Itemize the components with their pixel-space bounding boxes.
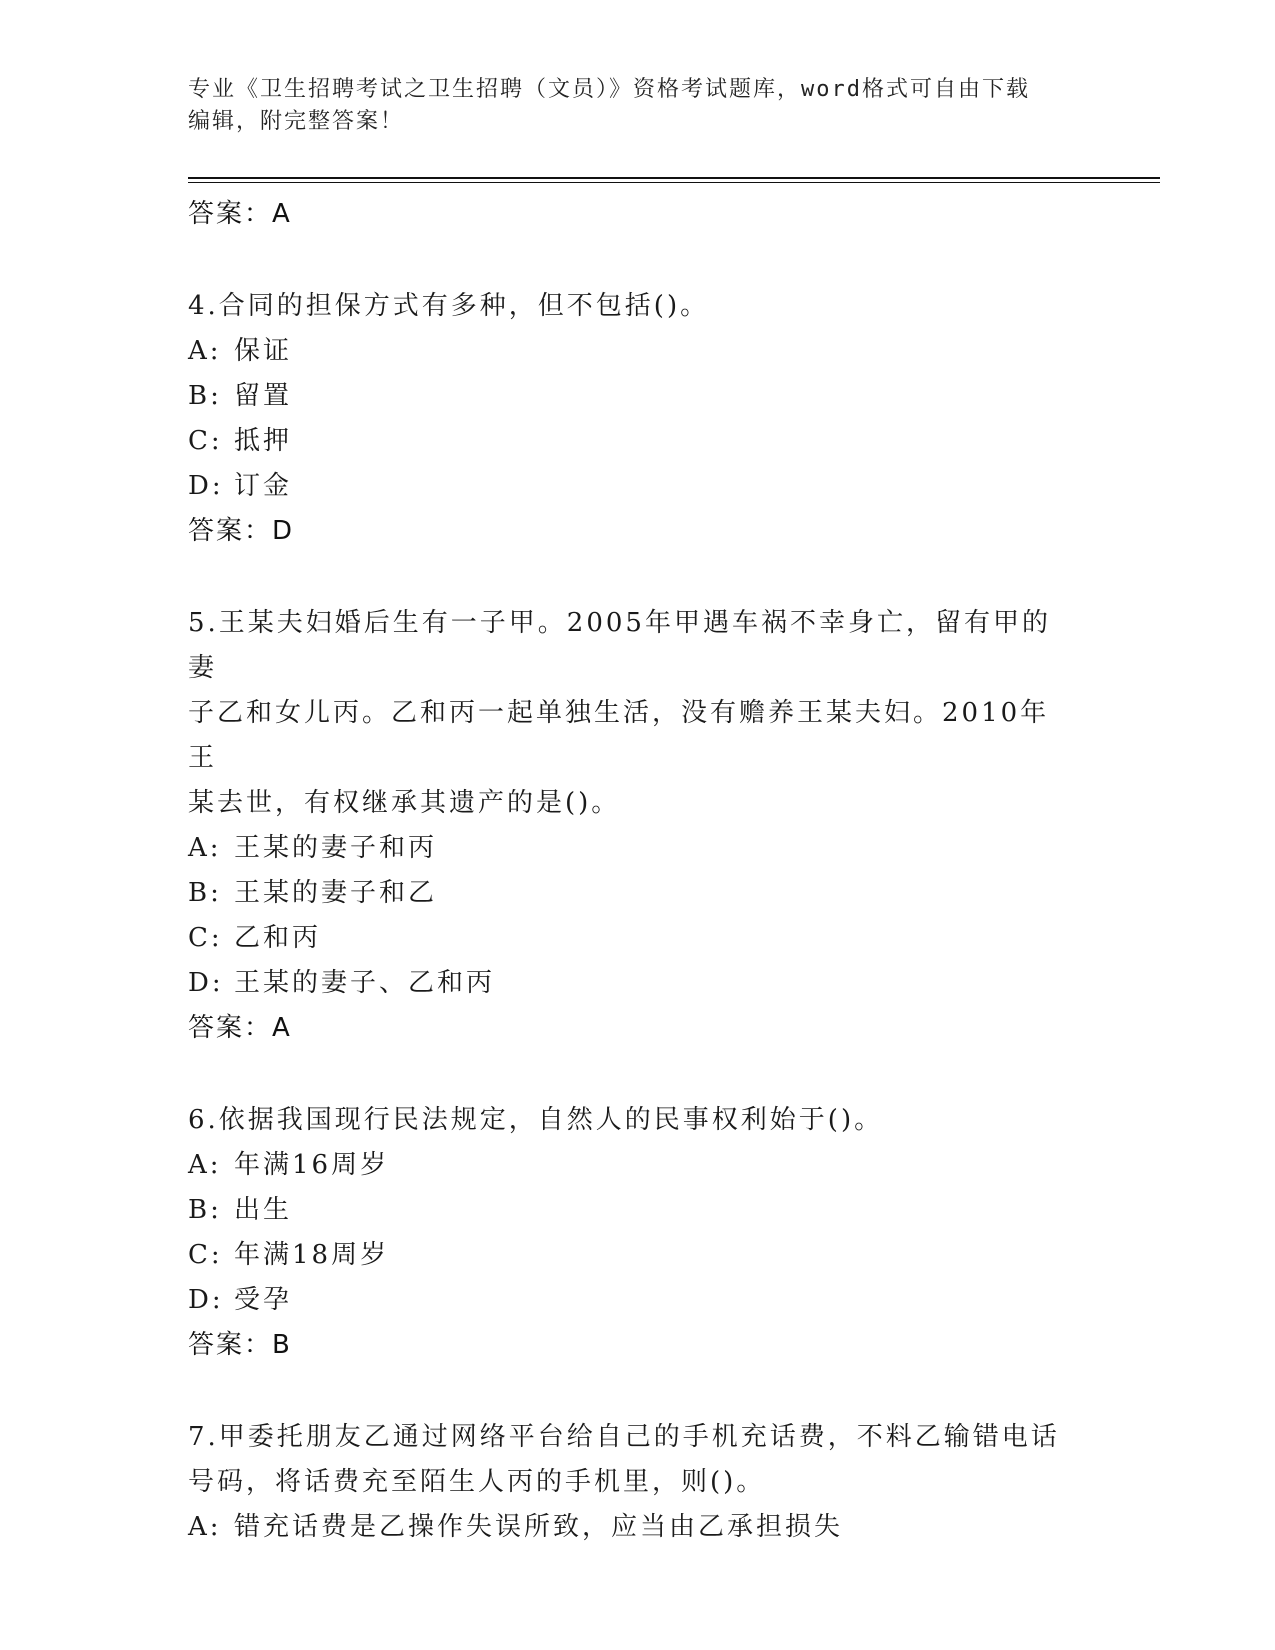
option-b: B: 出生 [188,1195,293,1225]
option-c: C: 抵押 [188,426,293,456]
answer-line: 答案：D [188,516,295,546]
option-d: D: 受孕 [188,1285,293,1315]
question-text-line: 某去世，有权继承其遗产的是()。 [188,788,621,818]
question-block [188,284,1068,553]
question-block [188,1098,1068,1367]
option-d: D: 王某的妻子、乙和丙 [188,968,496,998]
answer-line: 答案：A [188,199,292,229]
answer-line: 答案：A [188,1013,292,1043]
option-a: A: 保证 [188,336,293,366]
question-block [188,601,1068,1050]
header-line-2: 编辑，附完整答案！ [188,109,405,134]
option-b: B: 王某的妻子和乙 [188,878,438,908]
question-text-line: 7.甲委托朋友乙通过网络平台给自己的手机充话费，不料乙输错电话 [188,1422,1060,1452]
question-text-line: 号码，将话费充至陌生人丙的手机里，则()。 [188,1467,766,1497]
option-d: D: 订金 [188,471,293,501]
option-a: A: 王某的妻子和丙 [188,833,438,863]
question-block [188,1415,1068,1550]
question-text: 4.合同的担保方式有多种，但不包括()。 [188,291,710,321]
question-text-line: 5.王某夫妇婚后生有一子甲。2005年甲遇车祸不幸身亡，留有甲的妻 [188,608,1051,683]
answer-line: 答案：B [188,1330,292,1360]
document-header [188,74,1088,138]
option-a: A: 错充话费是乙操作失误所致，应当由乙承担损失 [188,1512,844,1542]
option-c: C: 乙和丙 [188,923,322,953]
question-text: 6.依据我国现行民法规定，自然人的民事权利始于()。 [188,1105,884,1135]
option-b: B: 留置 [188,381,293,411]
question-text-line: 子乙和女儿丙。乙和丙一起单独生活，没有赡养王某夫妇。2010年王 [188,698,1050,773]
question-list [188,192,1068,1550]
option-c: C: 年满18周岁 [188,1240,390,1270]
header-line-1: 专业《卫生招聘考试之卫生招聘（文员）》资格考试题库，word格式可自由下载 [188,77,1030,102]
header-rule-thick [188,177,1160,179]
header-rule-thin [188,182,1160,183]
option-a: A: 年满16周岁 [188,1150,390,1180]
